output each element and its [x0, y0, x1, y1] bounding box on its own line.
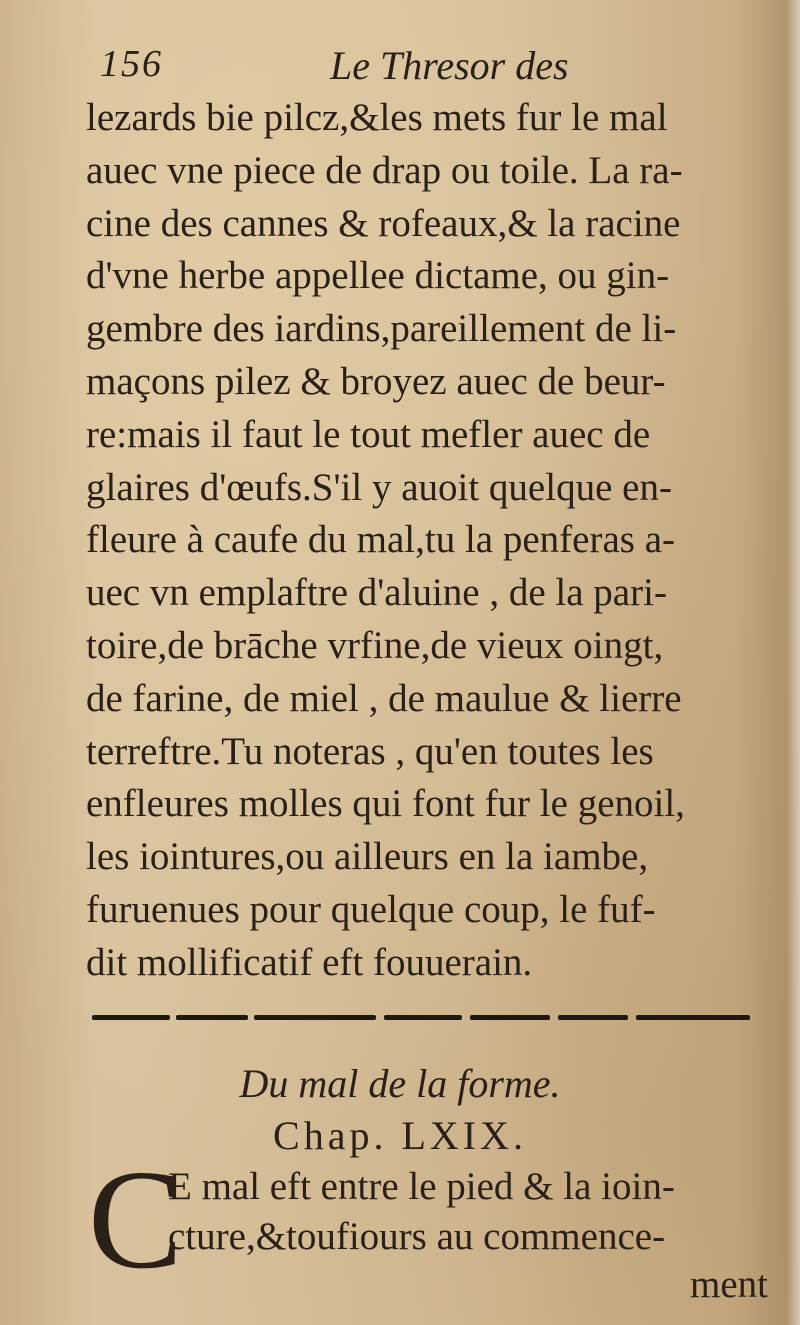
text-line: maçons pilez & broyez auec de beur- [86, 359, 666, 403]
text-line: lezards bie pilcz,&les mets fur le mal [86, 96, 668, 139]
text-line: E mal eft entre le pied & la ioin- [168, 1165, 675, 1208]
running-title: Le Thresor des [330, 43, 569, 88]
ornamental-rule [92, 1012, 750, 1022]
body-text [86, 92, 776, 990]
text-line: auec vne piece de drap ou toile. La ra- [86, 148, 683, 192]
text-line: toire,de brāche vrfine,de vieux oingt, [86, 623, 664, 667]
text-line: re:mais il faut le tout mefler auec de [86, 412, 651, 456]
text-line: dit mollificatif eft fouuerain. [86, 940, 533, 984]
chapter-number: Chap. LXIX. [273, 1113, 527, 1158]
text-line: fleure à caufe du mal,tu la penferas a- [86, 518, 675, 562]
text-line: enfleures molles qui font fur le genoil, [86, 782, 685, 826]
text-line: de farine, de miel , de maulue & lierre [86, 676, 682, 720]
text-line: glaires d'œufs.S'il y auoit quelque en- [86, 465, 672, 509]
drop-cap: C [88, 1140, 183, 1298]
text-line: les iointures,ou ailleurs en la iambe, [86, 835, 649, 879]
text-line: cine des cannes & rofeaux,& la racine [86, 201, 681, 245]
page-header [100, 42, 620, 92]
text-line: uec vn emplaftre d'aluine , de la pari- [86, 571, 667, 615]
text-line: gembre des iardins,pareillement de li- [86, 307, 677, 351]
text-line: d'vne herbe appellee dictame, ou gin- [86, 254, 670, 298]
text-line: cture,&toufiours au commence- [168, 1215, 666, 1258]
text-line: terreftre.Tu noteras , qu'en toutes les [86, 729, 654, 773]
page-number: 156 [100, 43, 163, 85]
text-line: furuenues pour quelque coup, le fuf- [86, 887, 656, 931]
chapter-paragraph [168, 1162, 773, 1262]
catchword: ment [690, 1263, 768, 1306]
chapter-title: Du mal de la forme. [239, 1061, 561, 1106]
